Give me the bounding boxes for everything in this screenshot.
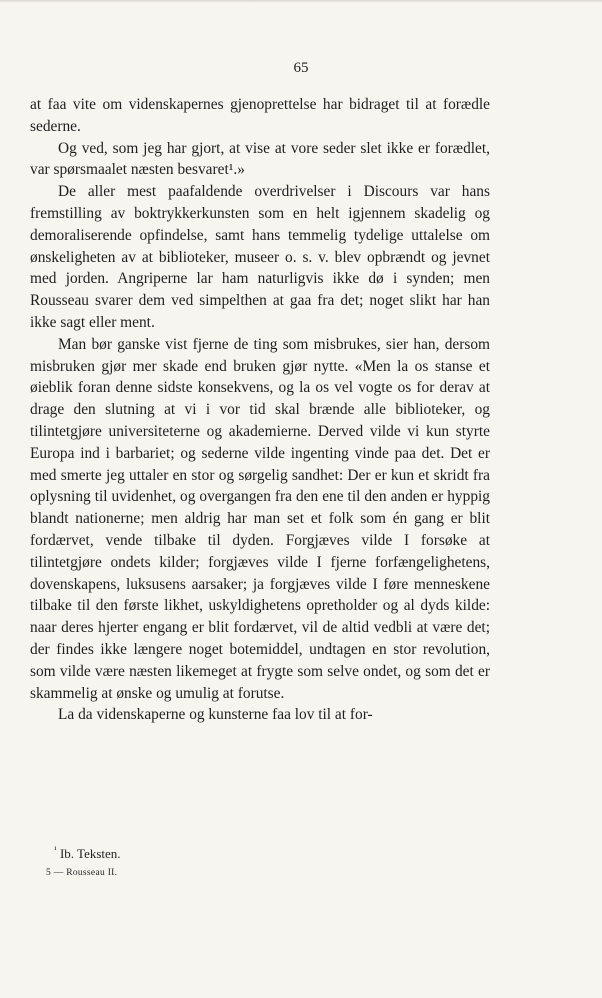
paragraph-2: Og ved, som jeg har gjort, at vise at vore seder slet ikke er forædlet, var spørsmaalet næsten besvaret¹.»: [30, 139, 490, 179]
page-edge: [0, 0, 602, 3]
footnote-mark: ¹: [54, 844, 57, 855]
printer-signature: 5 — Rousseau II.: [46, 868, 118, 878]
page-number: 65: [293, 60, 309, 76]
paragraph-3: De aller mest paafaldende overdrivelser i Discours var hans fremstilling av boktrykkerkunsten som en helt igjennem skadelig og demoraliserende opfindelse, samt hans temmelig tydelige uttalelse om ønskeligheten av at biblioteker, museer o. s. v. blev opbrændt og jevnet med jorden. Angriperne lar ham naturligvis ikke dø i synden; men Rousseau svarer dem ved simpelthen at gaa fra det; noget slikt har han ikke sagt eller ment.: [30, 183, 490, 331]
paragraph-1: at faa vite om videnskapernes gjenoprettelse har bidraget til at forædle sederne.: [30, 96, 490, 135]
footnote: [54, 845, 121, 863]
footnote-text: Ib. Teksten.: [59, 846, 121, 861]
paragraph-5: La da videnskaperne og kunsterne faa lov til at for-: [58, 706, 373, 724]
body-text: [30, 94, 490, 726]
paragraph-4: Man bør ganske vist fjerne de ting som misbrukes, sier han, dersom misbruken gjør mer skade end bruken gjør nytte. «Men la os stanse et øieblik foran denne sidste konsekvens, og la os vel vogte os for derav at drage den slutning at vi i vor tid skal brænde alle biblioteker, og tilintetgjøre universiteterne og akademierne. Derved vilde vi kun styrte Europa ind i barbariet; og sederne vilde ingenting vinde paa det. Det er med smerte jeg uttaler en stor og sørgelig sandhet: Der er kun et skridt fra oplysning til uvidenhet, og overgangen fra den ene til den anden er hyppig blandt nationerne; men aldrig har man set et folk som én gang er blit fordærvet, vende tilbake til dyden. Forgjæves vilde I forsøke at tilintetgjøre ondets kilder; forgjæves vilde I fjerne forfængelighetens, dovenskapens, luksusens aarsaker; ja forgjæves vilde I føre menneskene tilbake til den første likhet, uskyldighetens opretholder og al dyds kilde: naar deres hjerter engang er blit fordærvet, vil de altid vedbli at være det; der findes ikke længere noget botemiddel, undtagen en stor revolution, som vilde være næsten likemeget at frygte som selve ondet, og som det er skammelig at ønske og umulig at forutse.: [30, 335, 490, 702]
